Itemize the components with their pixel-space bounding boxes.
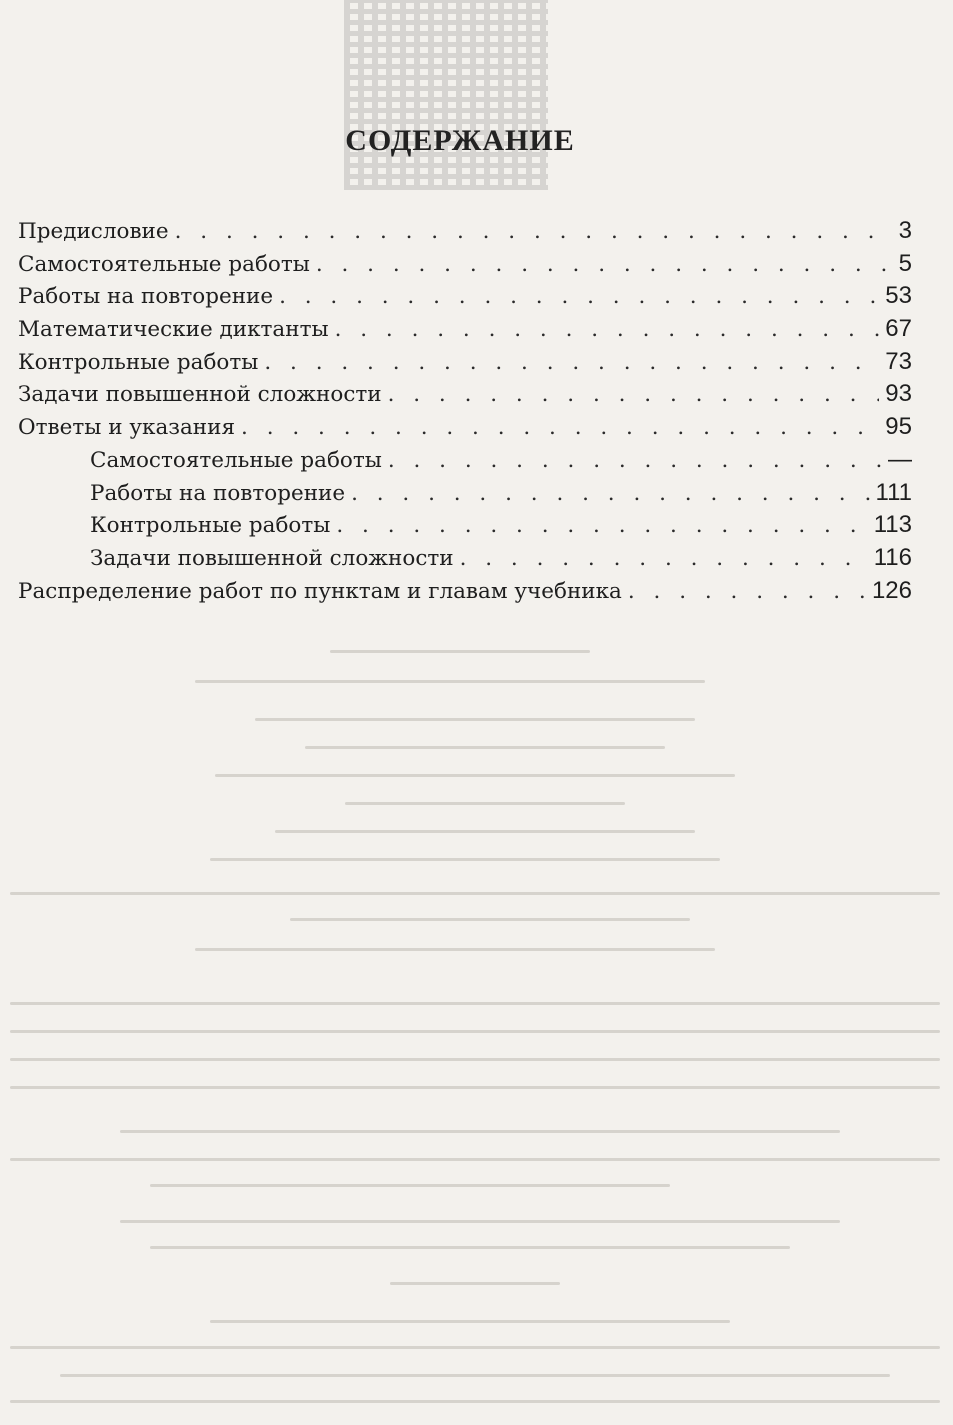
toc-leader-dots bbox=[241, 415, 879, 440]
toc-leader-dots bbox=[628, 579, 866, 604]
toc-entry-page: 126 bbox=[871, 576, 912, 604]
toc-entry-page: 3 bbox=[898, 217, 912, 244]
toc-entry-label: Распределение работ по пунктам и главам учебника bbox=[18, 578, 622, 604]
toc-entry-page: 95 bbox=[885, 413, 912, 441]
toc-entry-math-dictations bbox=[18, 315, 912, 348]
toc-subentry-tests bbox=[18, 511, 912, 544]
toc-leader-dots bbox=[336, 513, 867, 538]
toc-entry-advanced-problems bbox=[18, 380, 912, 413]
toc-subentry-review-works bbox=[18, 479, 912, 512]
toc-entry-page: 116 bbox=[873, 543, 912, 571]
toc-leader-dots bbox=[279, 284, 879, 309]
toc-entry-label: Работы на повторение bbox=[90, 480, 346, 506]
toc-entry-label: Контрольные работы bbox=[90, 513, 331, 539]
toc-entry-label: Задачи повышенной сложности bbox=[18, 382, 382, 408]
toc-subentry-advanced-problems bbox=[18, 544, 912, 577]
toc-entry-label: Самостоятельные работы bbox=[18, 251, 310, 277]
toc-entry-label: Контрольные работы bbox=[18, 349, 259, 375]
toc-leader-dots bbox=[175, 219, 886, 244]
toc-entry-page: 111 bbox=[875, 478, 912, 506]
toc-leader-dots bbox=[460, 546, 868, 571]
toc-entry-answers bbox=[18, 413, 912, 446]
toc-leader-dots bbox=[388, 448, 882, 473]
toc-entry-tests bbox=[18, 348, 912, 381]
toc-entry-page: 113 bbox=[873, 511, 912, 539]
toc-entry-independent-works bbox=[18, 250, 912, 283]
toc-entry-label: Работы на повторение bbox=[18, 284, 274, 310]
toc-entry-preface bbox=[18, 217, 912, 250]
toc-entry-page: — bbox=[888, 445, 912, 473]
toc-entry-label: Ответы и указания bbox=[18, 415, 236, 441]
toc-entry-page: 67 bbox=[885, 315, 912, 343]
toc-entry-label: Самостоятельные работы bbox=[90, 447, 382, 473]
toc-entry-page: 5 bbox=[898, 249, 912, 277]
table-of-contents bbox=[18, 217, 912, 609]
toc-entry-review-works bbox=[18, 282, 912, 315]
toc-entry-page: 73 bbox=[885, 347, 912, 375]
toc-entry-label: Математические диктанты bbox=[18, 317, 329, 343]
toc-entry-page: 93 bbox=[885, 380, 912, 408]
toc-entry-distribution bbox=[18, 577, 912, 610]
toc-entry-label: Задачи повышенной сложности bbox=[90, 545, 454, 571]
bleed-through-text bbox=[0, 630, 953, 1425]
toc-leader-dots bbox=[351, 481, 869, 506]
toc-entry-label: Предисловие bbox=[18, 219, 169, 244]
toc-leader-dots bbox=[316, 252, 886, 277]
qr-code-bleed-through bbox=[344, 0, 548, 190]
toc-leader-dots bbox=[335, 317, 880, 342]
toc-entry-page: 53 bbox=[885, 282, 912, 310]
toc-leader-dots bbox=[264, 350, 879, 375]
toc-leader-dots bbox=[388, 382, 880, 407]
toc-subentry-independent-works bbox=[18, 446, 912, 479]
page-title: СОДЕРЖАНИЕ bbox=[345, 124, 575, 157]
